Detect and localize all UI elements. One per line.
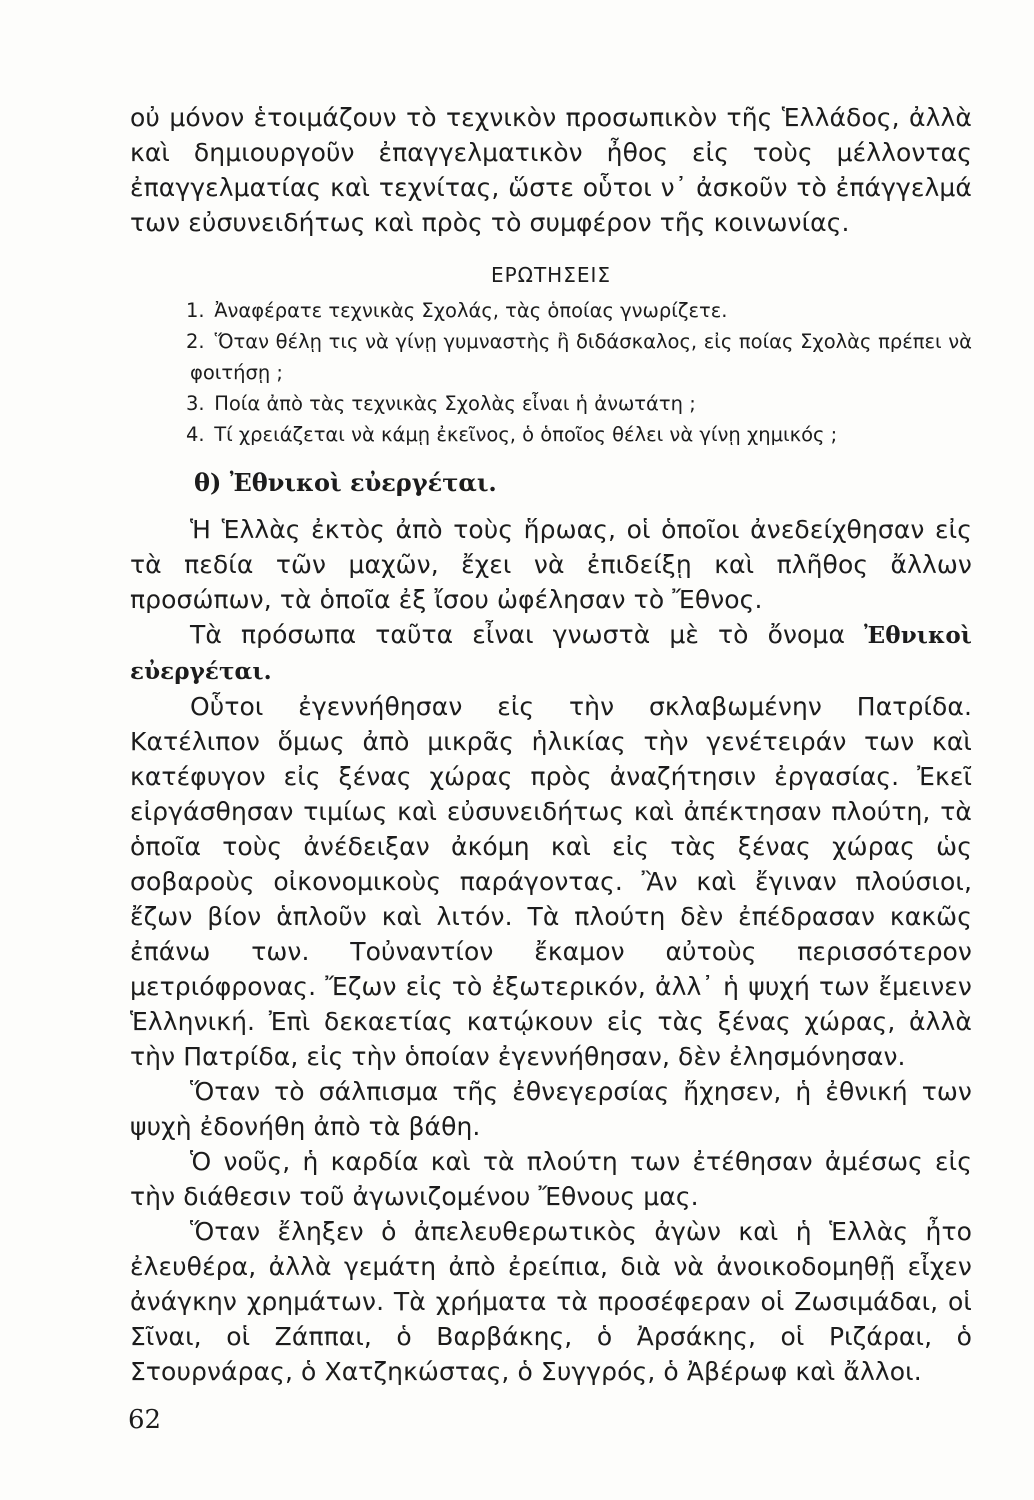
section-paragraph-3: Οὗτοι ἐγεννήθησαν εἰς τὴν σκλαβωμένην Πατρίδα. Κατέλιπον ὅμως ἀπὸ μικρᾶς ἡλικίας τὴν γενέτειράν των καὶ κατέφυγον εἰς ξένας χώρας πρὸς ἀναζήτησιν ἐργασίας. Ἐκεῖ εἰργάσθησαν τιμίως καὶ εὐσυνειδήτως καὶ ἀπέκτησαν πλούτη, τὰ ὁποῖα τοὺς ἀνέδειξαν ἀκόμη καὶ εἰς τὰς ξένας χώρας ὡς σοβαροὺς οἰκονομικοὺς παράγοντας. Ἂν καὶ ἔγιναν πλούσιοι, ἔζων βίον ἁπλοῦν καὶ λιτόν. Τὰ πλούτη δὲν ἐπέδρασαν κακῶς ἐπάνω των. Τοὐναντίον ἔκαμον αὐτοὺς περισσότερον μετριόφρονας. Ἔζων εἰς τὸ ἐξωτερικόν, ἀλλ᾽ ἡ ψυχή των ἔμεινεν Ἑλληνική. Ἐπὶ δεκαετίας κατῴκουν εἰς τὰς ξένας χώρας, ἀλλὰ τὴν Πατρίδα, εἰς τὴν ὁποίαν ἐγεννήθησαν, δὲν ἐλησμόνησαν. [130,692,972,1071]
section-paragraph-1: Ἡ Ἑλλὰς ἐκτὸς ἀπὸ τοὺς ἥρωας, οἱ ὁποῖοι ἀνεδείχθησαν εἰς τὰ πεδία τῶν μαχῶν, ἔχει νὰ ἐπιδείξῃ καὶ πλῆθος ἄλλων προσώπων, τὰ ὁποῖα ἐξ ἴσου ὠφέλησαν τὸ Ἔθνος. [130,515,972,614]
page-number: 62 [128,1405,162,1435]
page-content [130,100,972,1389]
intro-paragraph: οὐ μόνον ἑτοιμάζουν τὸ τεχνικὸν προσωπικὸν τῆς Ἑλλάδος, ἀλλὰ καὶ δημιουργοῦν ἐπαγγελματικὸν ἦθος εἰς τοὺς μέλλοντας ἐπαγγελματίας καὶ τεχνίτας, ὥστε οὗτοι ν᾽ ἀσκοῦν τὸ ἐπάγγελμά των εὐσυνειδήτως καὶ πρὸς τὸ συμφέρον τῆς κοινωνίας. [130,103,972,237]
question-item [130,326,972,388]
question-item [130,295,972,326]
questions-heading: ΕΡΩΤΗΣΕΙΣ [490,263,612,287]
question-item [130,419,972,450]
question-text: Ἀναφέρατε τεχνικὰς Σχολάς, τὰς ὁποίας γνωρίζετε. [214,299,728,322]
section-heading: θ) Ἐθνικοὶ εὐεργέται. [194,468,497,497]
section-paragraph-2 [130,617,972,689]
question-text: Ποία ἀπὸ τὰς τεχνικὰς Σχολὰς εἶναι ἡ ἀνωτάτη ; [214,392,696,415]
question-item [130,388,972,419]
paragraph-2-lead: Τὰ πρόσωπα ταῦτα εἶναι γνωστὰ μὲ τὸ ὄνομα [190,620,865,649]
section-paragraph-5: Ὁ νοῦς, ἡ καρδία καὶ τὰ πλούτη των ἐτέθησαν ἀμέσως εἰς τὴν διάθεσιν τοῦ ἀγωνιζομένου Ἔθνους μας. [130,1147,972,1211]
question-number: 2. [186,330,205,353]
section-paragraph-6: Ὅταν ἔληξεν ὁ ἀπελευθερωτικὸς ἀγὼν καὶ ἡ Ἑλλὰς ἦτο ἐλευθέρα, ἀλλὰ γεμάτη ἀπὸ ἐρείπια, διὰ νὰ ἀνοικοδομηθῇ εἶχεν ἀνάγκην χρημάτων. Τὰ χρήματα τὰ προσέφεραν οἱ Ζωσιμάδαι, οἱ Σῖναι, οἱ Ζάππαι, ὁ Βαρβάκης, ὁ Ἀρσάκης, οἱ Ριζάραι, ὁ Στουρνάρας, ὁ Χατζηκώστας, ὁ Συγγρός, ὁ Ἀβέρωφ καὶ ἄλλοι. [130,1217,972,1386]
section-paragraph-4: Ὅταν τὸ σάλπισμα τῆς ἐθνεγερσίας ἤχησεν, ἡ ἐθνική των ψυχὴ ἐδονήθη ἀπὸ τὰ βάθη. [130,1077,972,1141]
bold-term: Ἐθνικοὶ εὐεργέται. [130,622,972,685]
question-number: 4. [186,423,205,446]
questions-list [130,295,972,450]
question-number: 3. [186,392,205,415]
question-text: Ὅταν θέλῃ τις νὰ γίνῃ γυμναστὴς ἢ διδάσκαλος, εἰς ποίας Σχολὰς πρέπει νὰ φοιτήσῃ ; [190,330,972,384]
question-text: Τί χρειάζεται νὰ κάμῃ ἐκεῖνος, ὁ ὁποῖος θέλει νὰ γίνῃ χημικός ; [214,423,838,446]
question-number: 1. [186,299,205,322]
